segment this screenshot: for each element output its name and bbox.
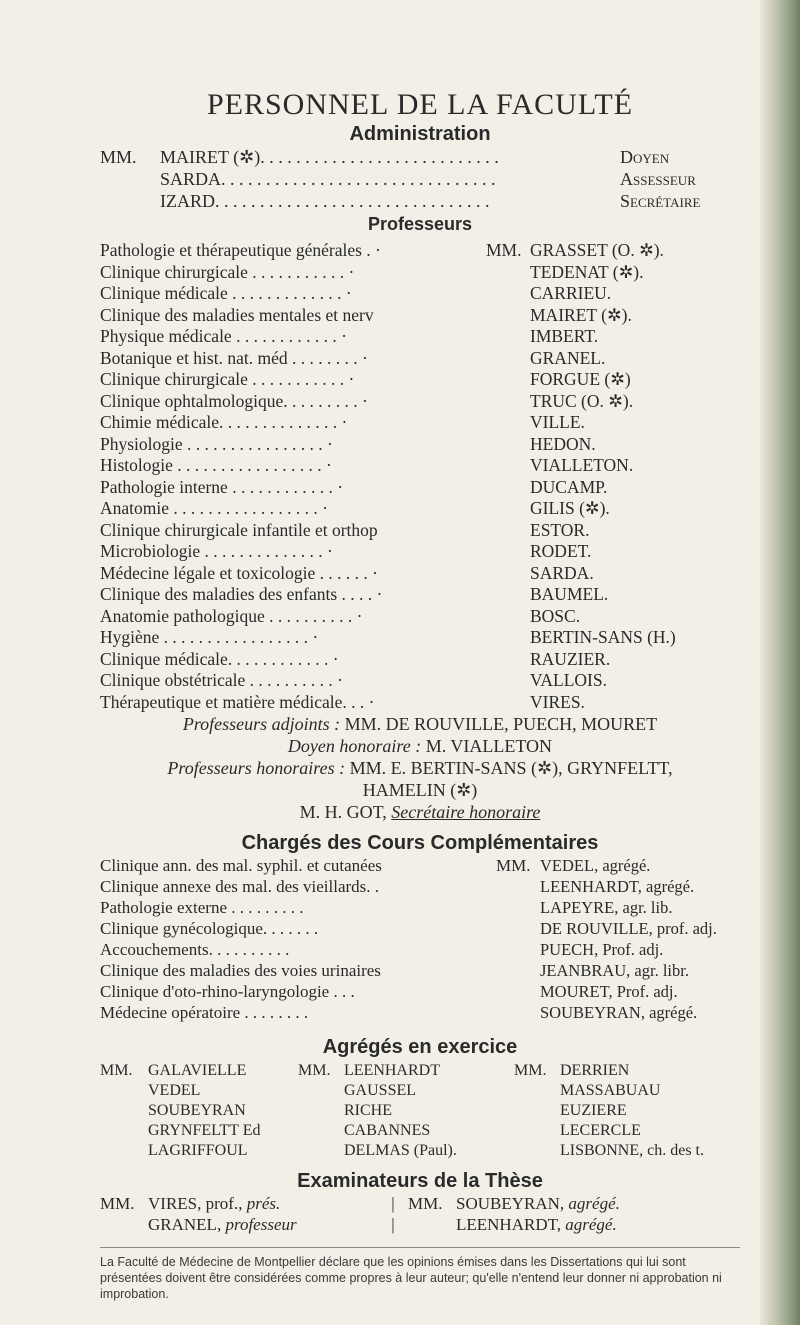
charge-prefix: [496, 981, 540, 1002]
doyen-honoraire-name: M. VIALLETON: [425, 736, 553, 756]
agrege-name: RICHE: [344, 1102, 392, 1119]
charge-prefix: [496, 897, 540, 918]
professeur-subject: Physiologie . . . . . . . . . . . . . . . . ·: [100, 433, 333, 454]
professeur-row: [100, 477, 740, 499]
professeur-name: GILIS (✲).: [530, 498, 610, 518]
charges-heading: Chargés des Cours Complémentaires: [241, 832, 599, 854]
professeur-subject: Clinique médicale . . . . . . . . . . . . . ·: [100, 283, 352, 303]
admin-dots: . . . . . . . . . . . . . . . . . . . . . . . . . . . . . . .: [221, 169, 496, 189]
admin-name: IZARD: [160, 191, 215, 211]
agrege-prefix: [514, 1101, 560, 1121]
professeur-name: VALLOIS.: [530, 670, 607, 690]
professeur-subject: Clinique des maladies des enfants . . . . ·: [100, 584, 383, 604]
professeur-row: [100, 326, 740, 348]
agrege-name: GAUSSEL: [344, 1082, 417, 1099]
charge-row: [100, 981, 740, 1002]
charge-name: VEDEL, agrégé.: [540, 856, 651, 875]
professeur-row: [100, 391, 740, 413]
professeur-prefix: [486, 305, 530, 327]
examinateur-title: professeur: [225, 1215, 297, 1234]
adjoints-line: [100, 713, 740, 735]
agrege-name: GALAVIELLE: [148, 1062, 247, 1079]
professeur-subject: Hygiène . . . . . . . . . . . . . . . . . ·: [100, 627, 319, 647]
admin-row: [100, 190, 740, 212]
professeur-row: [100, 455, 740, 477]
professeur-subject: Anatomie pathologique . . . . . . . . . . ·: [100, 605, 363, 626]
admin-dots: . . . . . . . . . . . . . . . . . . . . . . . . . . . . . . .: [215, 191, 490, 211]
professeur-prefix: [486, 412, 530, 434]
professeur-name: TRUC (O. ✲).: [530, 390, 634, 411]
professeur-name: FORGUE (✲): [530, 369, 631, 389]
secretaire-prefix: M. H. GOT,: [299, 802, 387, 822]
admin-dots: . . . . . . . . . . . . . . . . . . . . . . . . . . .: [260, 147, 499, 167]
charge-name: SOUBEYRAN, agrégé.: [540, 1003, 698, 1022]
agrege-prefix: [298, 1081, 344, 1101]
professeur-name: ESTOR.: [530, 519, 590, 540]
agrege-prefix: MM.: [298, 1062, 331, 1079]
professeur-prefix: [486, 434, 530, 456]
professeur-name: TEDENAT (✲).: [530, 261, 644, 282]
professeur-row: [100, 563, 740, 585]
agrege-prefix: [298, 1121, 344, 1141]
professeur-row: [100, 606, 740, 628]
agrege-name: GRYNFELTT Ed: [148, 1122, 261, 1139]
agrege-name: CABANNES: [344, 1122, 431, 1139]
professeurs-list: [100, 240, 740, 713]
professeur-subject: Clinique chirurgicale . . . . . . . . . . . ·: [100, 369, 355, 389]
professeur-prefix: [486, 262, 530, 284]
professeur-row: [100, 670, 740, 692]
agrege-name: EUZIERE: [560, 1102, 627, 1119]
agrege-name: LEENHARDT: [344, 1062, 440, 1079]
agrege-prefix: [100, 1121, 148, 1141]
examinateur-right: [456, 1193, 716, 1214]
charge-row: [100, 897, 740, 918]
charge-subject: Pathologie externe . . . . . . . . .: [100, 898, 304, 917]
professeur-name: HEDON.: [530, 433, 596, 454]
professeur-name: SARDA.: [530, 562, 594, 583]
professeur-prefix: [486, 455, 530, 477]
admin-role: Doyen: [620, 147, 670, 167]
professeur-subject: Anatomie . . . . . . . . . . . . . . . . . ·: [100, 498, 328, 518]
professeur-name: GRANEL.: [530, 347, 606, 368]
footer-divider: [100, 1247, 740, 1248]
agrege-prefix: [298, 1101, 344, 1121]
professeur-name: IMBERT.: [530, 326, 599, 346]
examinateur-name: SOUBEYRAN,: [456, 1194, 565, 1213]
charge-row: [100, 1002, 740, 1023]
professeur-row: [100, 262, 740, 284]
adjoints-names: MM. DE ROUVILLE, PUECH, MOURET: [344, 714, 658, 734]
charge-row: [100, 960, 740, 981]
admin-role: Assesseur: [620, 169, 696, 189]
charge-row: [100, 876, 740, 897]
professeur-prefix: [486, 606, 530, 628]
charge-prefix: [496, 918, 540, 939]
charge-name: JEANBRAU, agr. libr.: [540, 961, 689, 980]
admin-name: SARDA: [160, 169, 222, 189]
examinateur-prefix: [408, 1214, 456, 1235]
professeur-name: MAIRET (✲).: [530, 304, 632, 325]
doyen-honoraire-label: Doyen honoraire :: [287, 736, 422, 756]
examinateurs-heading: Examinateurs de la Thèse: [297, 1170, 543, 1192]
charge-subject: Accouchements. . . . . . . . . .: [100, 940, 290, 959]
professeur-name: CARRIEU.: [530, 283, 612, 303]
agrege-prefix: [100, 1101, 148, 1121]
professeur-subject: Clinique des maladies mentales et nerv: [100, 304, 374, 325]
examinateur-title: agrégé.: [568, 1194, 620, 1213]
charge-row: [100, 855, 740, 876]
professeur-subject: Pathologie interne . . . . . . . . . . . . ·: [100, 476, 344, 497]
professeur-subject: Thérapeutique et matière médicale. . . ·: [100, 691, 375, 712]
examinateur-left: [148, 1214, 378, 1235]
professeur-prefix: [486, 692, 530, 714]
agrege-name: LECERCLE: [560, 1122, 641, 1139]
examinateur-title: agrégé.: [565, 1215, 617, 1234]
agrege-prefix: [100, 1141, 148, 1161]
charge-prefix: [496, 960, 540, 981]
professeur-subject: Physique médicale . . . . . . . . . . . . ·: [100, 326, 347, 346]
professeur-name: DUCAMP.: [530, 476, 608, 497]
admin-prefix: MM.: [100, 147, 137, 167]
admin-row: [100, 146, 740, 168]
professeur-row: [100, 434, 740, 456]
professeur-subject: Histologie . . . . . . . . . . . . . . . . . ·: [100, 455, 332, 475]
agrege-prefix: [514, 1081, 560, 1101]
admin-role: Secrétaire: [620, 191, 701, 211]
agrege-name: VEDEL: [148, 1082, 201, 1099]
footer-disclaimer: La Faculté de Médecine de Montpellier déclare que les opinions émises dans les Dissertations qui lui sont présentées doivent être considérées comme propres à leur auteur; qu'elle n'entend leur donner ni approbation ni improbation.: [100, 1255, 722, 1301]
charge-prefix: [496, 939, 540, 960]
agrege-name: DELMAS (Paul).: [344, 1142, 457, 1159]
professeur-subject: Clinique chirurgicale . . . . . . . . . . . ·: [100, 261, 355, 282]
professeur-prefix: [486, 627, 530, 649]
professeur-name: BAUMEL.: [530, 584, 609, 604]
professeur-name: GRASSET (O. ✲).: [530, 240, 664, 260]
professeur-subject: Botanique et hist. nat. méd . . . . . . . . ·: [100, 347, 368, 368]
examinateur-name: LEENHARDT,: [456, 1215, 561, 1234]
professeur-name: RAUZIER.: [530, 648, 611, 669]
professeur-prefix: [486, 369, 530, 391]
professeur-prefix: [486, 326, 530, 348]
agrege-name: LISBONNE, ch. des t.: [560, 1142, 704, 1159]
agrege-prefix: [514, 1141, 560, 1161]
administration-list: [100, 146, 740, 212]
charge-name: LEENHARDT, agrégé.: [540, 877, 695, 896]
professeur-prefix: [486, 391, 530, 413]
examinateurs-list: [100, 1193, 740, 1235]
professeur-row: [100, 412, 740, 434]
administration-heading: Administration: [349, 123, 491, 145]
adjoints-label: Professeurs adjoints :: [182, 714, 341, 734]
examinateur-separator: |: [391, 1215, 395, 1234]
professeur-row: [100, 584, 740, 606]
honoraires-line: [100, 757, 740, 779]
professeur-name: BOSC.: [530, 605, 581, 626]
professeur-subject: Clinique chirurgicale infantile et orthop: [100, 519, 378, 540]
professeurs-heading: Professeurs: [367, 214, 473, 234]
professeur-row: [100, 283, 740, 305]
professeur-row: [100, 369, 740, 391]
charges-list: [100, 855, 740, 1023]
agreges-heading: Agrégés en exercice: [322, 1036, 518, 1058]
professeur-name: BERTIN-SANS (H.): [530, 627, 676, 647]
examinateur-prefix: MM.: [408, 1194, 443, 1213]
professeur-prefix: MM.: [486, 240, 522, 260]
professeur-name: VIRES.: [530, 691, 585, 712]
professeur-subject: Clinique obstétricale . . . . . . . . . . ·: [100, 670, 344, 690]
secretaire-label: Secrétaire honoraire: [391, 802, 541, 822]
professeur-prefix: [486, 649, 530, 671]
admin-row: [100, 168, 740, 190]
charge-name: DE ROUVILLE, prof. adj.: [540, 919, 717, 938]
examinateur-name: GRANEL,: [148, 1215, 222, 1234]
doyen-honoraire-line: [100, 735, 740, 757]
honoraires-line-2: HAMELIN (✲): [362, 780, 478, 800]
professeur-row: [100, 240, 740, 262]
honoraires-names: MM. E. BERTIN-SANS (✲), GRYNFELTT,: [349, 758, 673, 778]
professeur-prefix: [486, 283, 530, 305]
examinateur-right: [456, 1214, 716, 1235]
professeur-prefix: [486, 498, 530, 520]
professeur-name: RODET.: [530, 541, 592, 561]
charge-row: [100, 918, 740, 939]
professeur-subject: Pathologie et thérapeutique générales . ·: [100, 240, 381, 260]
secretaire-honoraire-line: [100, 801, 740, 823]
agrege-name: LAGRIFFOUL: [148, 1142, 248, 1159]
agrege-name: MASSABUAU: [560, 1082, 661, 1099]
professeur-name: VILLE.: [530, 412, 585, 432]
examinateur-row: [100, 1193, 740, 1214]
professeur-row: [100, 348, 740, 370]
professeur-prefix: [486, 541, 530, 563]
agrege-prefix: [100, 1081, 148, 1101]
charge-name: MOURET, Prof. adj.: [540, 982, 678, 1001]
professeur-prefix: [486, 348, 530, 370]
professeur-prefix: [486, 520, 530, 542]
charge-subject: Clinique annexe des mal. des vieillards. .: [100, 877, 380, 896]
professeur-row: [100, 305, 740, 327]
professeur-subject: Clinique ophtalmologique. . . . . . . . . ·: [100, 390, 368, 411]
charge-subject: Clinique gynécologique. . . . . . .: [100, 919, 319, 938]
agrege-prefix: MM.: [100, 1062, 133, 1079]
professeur-prefix: [486, 563, 530, 585]
charge-name: LAPEYRE, agr. lib.: [540, 898, 673, 917]
charge-prefix: [496, 876, 540, 897]
professeur-subject: Chimie médicale. . . . . . . . . . . . . . ·: [100, 412, 348, 432]
charge-subject: Clinique ann. des mal. syphil. et cutanées: [100, 856, 382, 875]
examinateur-title: prés.: [246, 1194, 281, 1213]
professeur-row: [100, 541, 740, 563]
professeur-name: VIALLETON.: [530, 455, 634, 475]
professeur-subject: Microbiologie . . . . . . . . . . . . . . ·: [100, 541, 333, 561]
agrege-prefix: MM.: [514, 1062, 547, 1079]
document-content: [100, 88, 740, 1302]
examinateur-name: VIRES, prof.,: [148, 1194, 243, 1213]
examinateur-separator: |: [391, 1194, 395, 1213]
charge-subject: Clinique des maladies des voies urinaires: [100, 961, 381, 980]
professeur-row: [100, 692, 740, 714]
professeur-subject: Médecine légale et toxicologie . . . . . . ·: [100, 562, 378, 583]
professeur-row: [100, 520, 740, 542]
admin-name: MAIRET (✲): [160, 147, 261, 167]
examinateur-left: [148, 1193, 378, 1214]
professeur-subject: Clinique médicale. . . . . . . . . . . . ·: [100, 648, 339, 669]
honoraires-label: Professeurs honoraires :: [167, 758, 346, 778]
professeur-row: [100, 498, 740, 520]
examinateur-prefix: [100, 1214, 148, 1235]
page-title: PERSONNEL DE LA FACULTÉ: [206, 88, 634, 121]
agrege-prefix: [298, 1141, 344, 1161]
charge-name: PUECH, Prof. adj.: [540, 940, 664, 959]
charge-subject: Clinique d'oto-rhino-laryngologie . . .: [100, 982, 355, 1001]
examinateur-row: [100, 1214, 740, 1235]
charge-subject: Médecine opératoire . . . . . . . .: [100, 1003, 309, 1022]
agrege-name: DERRIEN: [560, 1062, 630, 1079]
charge-row: [100, 939, 740, 960]
examinateur-prefix: MM.: [100, 1194, 135, 1213]
agreges-grid: [100, 1061, 740, 1161]
agrege-prefix: [514, 1121, 560, 1141]
charge-prefix: [496, 1002, 540, 1023]
professeur-row: [100, 649, 740, 671]
page-edge-shadow: [760, 0, 800, 1325]
professeur-prefix: [486, 584, 530, 606]
charge-prefix: MM.: [496, 856, 531, 875]
professeur-prefix: [486, 477, 530, 499]
agrege-name: SOUBEYRAN: [148, 1102, 246, 1119]
professeur-row: [100, 627, 740, 649]
professeur-prefix: [486, 670, 530, 692]
